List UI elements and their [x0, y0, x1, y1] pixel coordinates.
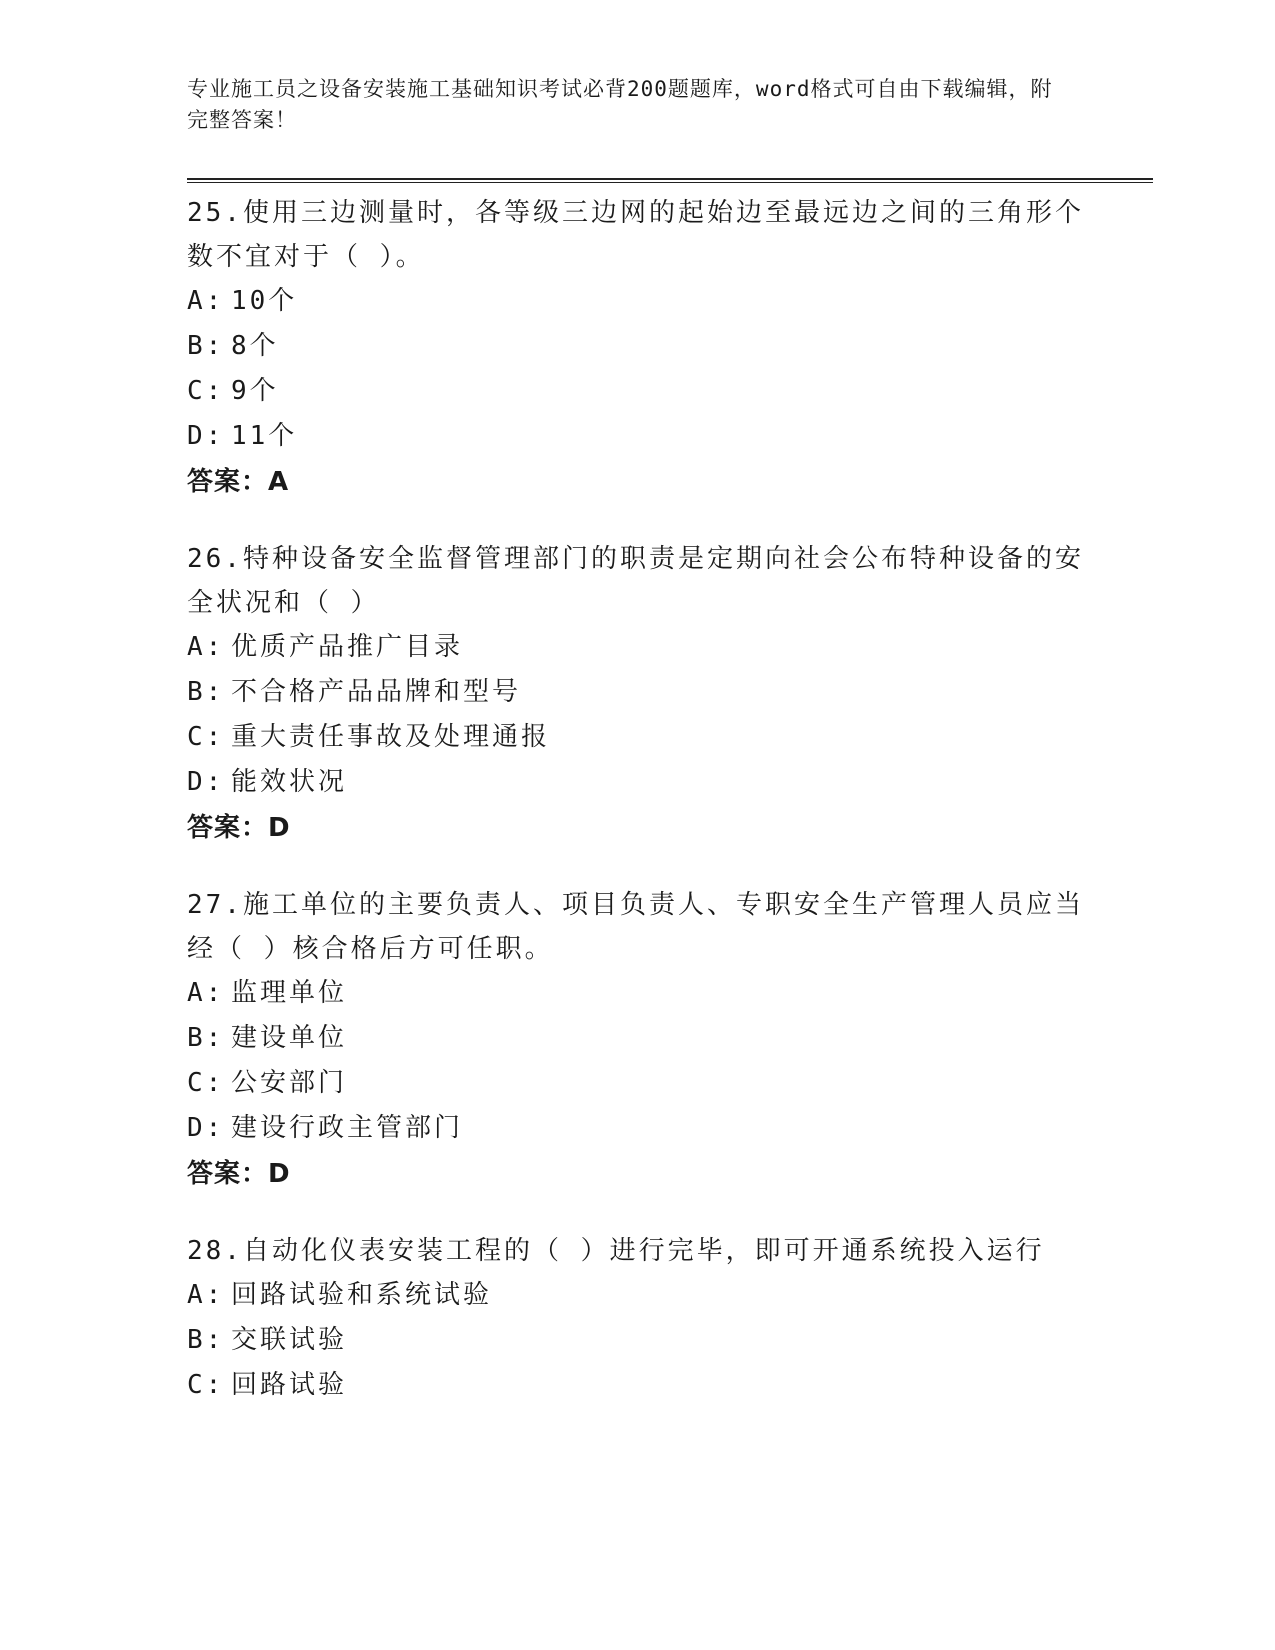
option-key: A: — [187, 978, 225, 1008]
option-d — [187, 414, 1087, 459]
question-list — [187, 191, 1087, 1440]
option-key: D: — [187, 767, 225, 797]
option-text: 不合格产品品牌和型号 — [231, 677, 522, 707]
option-text: 10个 — [231, 286, 298, 316]
option-text: 交联试验 — [231, 1325, 348, 1355]
option-key: B: — [187, 331, 225, 361]
option-key: D: — [187, 1113, 225, 1143]
option-b — [187, 324, 1087, 369]
option-d — [187, 1106, 1087, 1151]
answer-line: 答案：D — [187, 813, 291, 843]
option-c — [187, 1363, 1087, 1408]
option-text: 回路试验和系统试验 — [231, 1280, 493, 1310]
option-key: B: — [187, 677, 225, 707]
option-b — [187, 1016, 1087, 1061]
question-item — [187, 1229, 1087, 1408]
option-key: C: — [187, 1068, 225, 1098]
option-text: 建设单位 — [231, 1023, 348, 1053]
option-key: C: — [187, 722, 225, 752]
option-text: 能效状况 — [231, 767, 348, 797]
option-d — [187, 760, 1087, 805]
question-stem: 25.使用三边测量时，各等级三边网的起始边至最远边之间的三角形个数不宜对于（ ）。 — [187, 198, 1084, 272]
option-a — [187, 971, 1087, 1016]
question-stem: 26.特种设备安全监督管理部门的职责是定期向社会公布特种设备的安全状况和（ ） — [187, 544, 1084, 618]
header-divider — [187, 178, 1153, 183]
option-key: A: — [187, 286, 225, 316]
option-c — [187, 369, 1087, 414]
header-intro-text: 专业施工员之设备安装施工基础知识考试必背200题题库，word格式可自由下载编辑，附完整答案！ — [187, 77, 1053, 132]
option-a — [187, 1273, 1087, 1318]
option-b — [187, 1318, 1087, 1363]
option-b — [187, 670, 1087, 715]
option-c — [187, 1061, 1087, 1106]
question-item — [187, 537, 1087, 851]
option-a — [187, 279, 1087, 324]
question-item — [187, 883, 1087, 1197]
option-key: C: — [187, 376, 225, 406]
option-key: B: — [187, 1023, 225, 1053]
option-c — [187, 715, 1087, 760]
question-item — [187, 191, 1087, 505]
option-text: 监理单位 — [231, 978, 348, 1008]
option-key: A: — [187, 632, 225, 662]
option-text: 9个 — [231, 376, 279, 406]
option-key: D: — [187, 421, 225, 451]
option-text: 建设行政主管部门 — [231, 1113, 464, 1143]
option-a — [187, 625, 1087, 670]
option-text: 公安部门 — [231, 1068, 348, 1098]
option-text: 优质产品推广目录 — [231, 632, 464, 662]
question-stem: 28.自动化仪表安装工程的（ ）进行完毕，即可开通系统投入运行 — [187, 1236, 1045, 1266]
option-text: 8个 — [231, 331, 279, 361]
answer-line: 答案：A — [187, 467, 290, 497]
document-header — [187, 74, 1067, 136]
option-key: A: — [187, 1280, 225, 1310]
option-key: B: — [187, 1325, 225, 1355]
option-key: C: — [187, 1370, 225, 1400]
question-stem: 27.施工单位的主要负责人、项目负责人、专职安全生产管理人员应当经（ ）核合格后方可任职。 — [187, 890, 1084, 964]
option-text: 11个 — [231, 421, 298, 451]
option-text: 重大责任事故及处理通报 — [231, 722, 551, 752]
option-text: 回路试验 — [231, 1370, 348, 1400]
answer-line: 答案：D — [187, 1159, 291, 1189]
